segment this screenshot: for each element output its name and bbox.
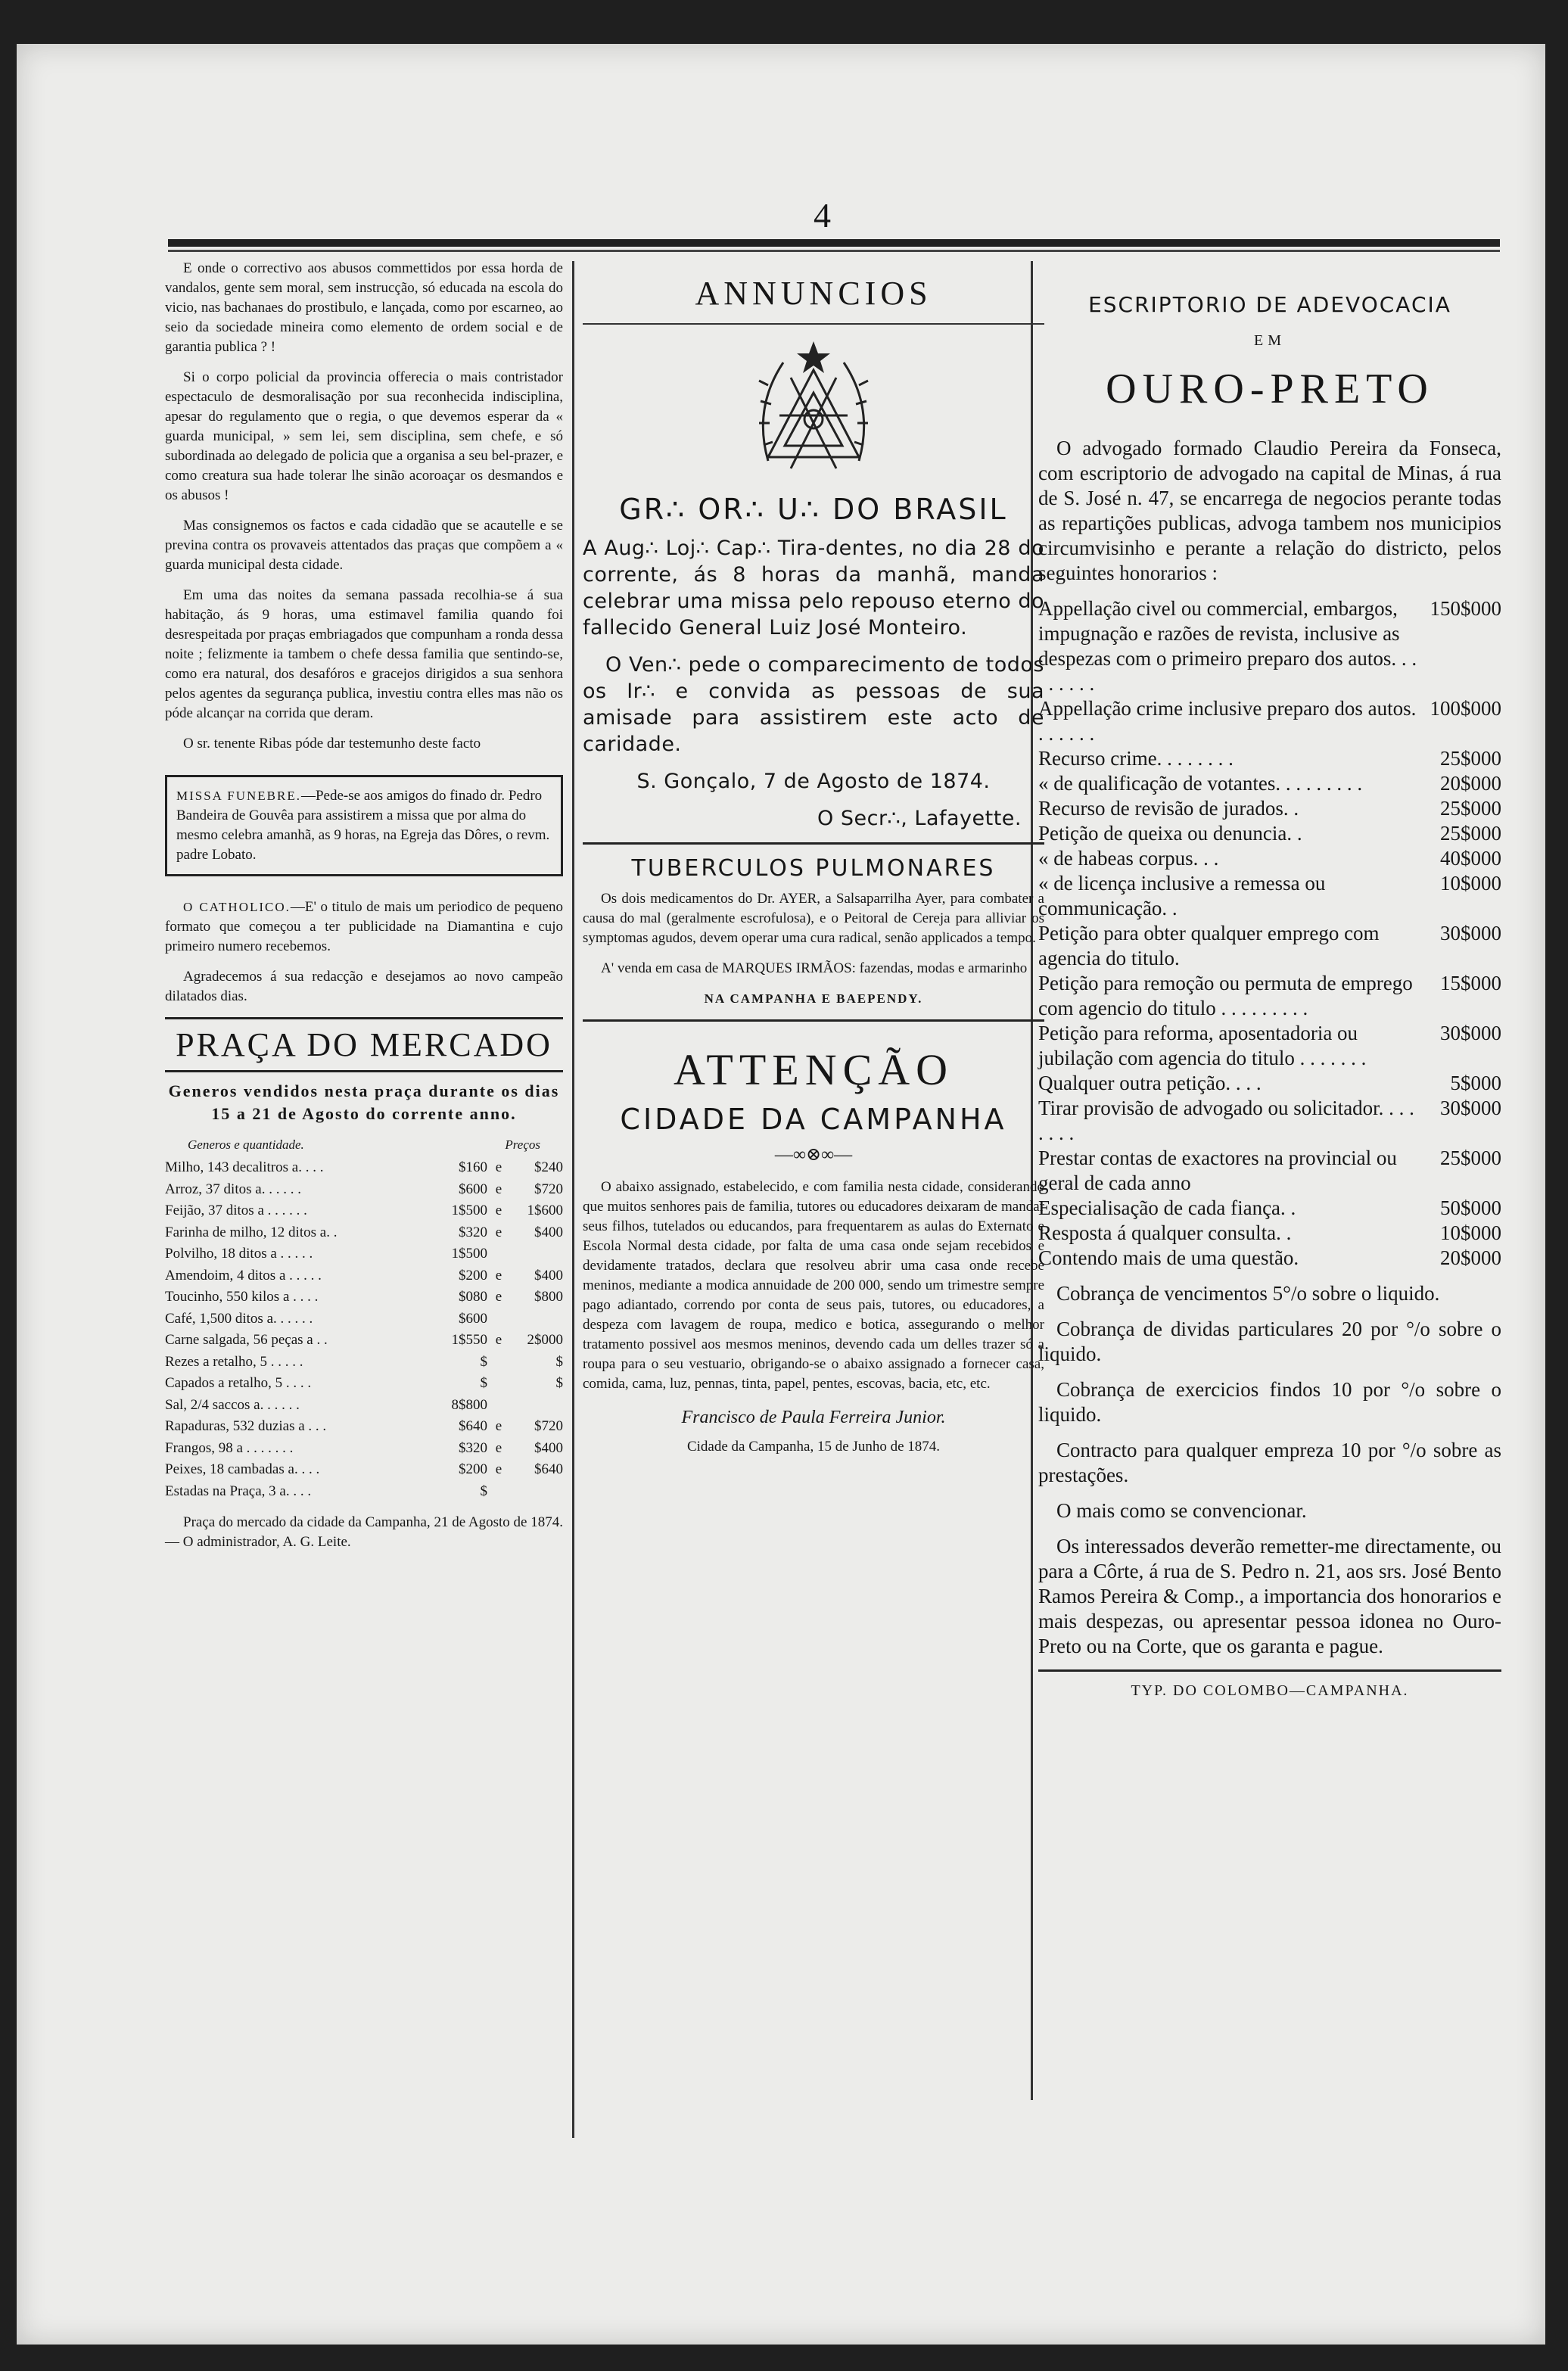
missa-funebre-notice [165,775,563,876]
goods-p1: 1$550 [451,1332,487,1348]
fee-value: 10$000 [1440,872,1501,895]
goods-e: e [495,1159,502,1175]
goods-row [165,1395,563,1417]
goods-p1: 1$500 [451,1246,487,1262]
right-column [1038,259,1501,1700]
goods-p1: $ [480,1483,487,1499]
attencao-signature: Francisco de Paula Ferreira Junior. [681,1408,946,1427]
fee-row [1038,1071,1501,1096]
goods-row [165,1222,563,1244]
goods-p2: $640 [534,1461,563,1477]
goods-row [165,1243,563,1265]
goods-p1: $640 [459,1418,487,1434]
goods-row [165,1459,563,1481]
fee-label: Prestar contas de exactores na provincial ou geral de cada anno [1038,1147,1397,1194]
tuberculos-paragraph: Os dois medicamentos do Dr. AYER, a Salsaparrilha Ayer, para combater a causa do mal (geralmente escrofulosa), e o Peitoral de Cereja para alliviar os symptomas agudos, devem operar uma cura radical, senão applicados a tempo. [583,891,1044,946]
goods-p2: $ [555,1375,563,1391]
goods-name: Toucinho, 550 kilos a . . . . [165,1289,319,1305]
goods-p2: $800 [534,1289,563,1305]
catholico-notice [165,898,563,957]
fee-row [1038,1021,1501,1071]
fee-label: Appellação crime inclusive preparo dos autos. . . . . . . [1038,697,1417,745]
grande-oriente-signature: O Secr∴, Lafayette. [817,807,1022,830]
goods-e: e [495,1289,502,1305]
article-paragraph: E onde o correctivo aos abusos commettidos por essa horda de vandalos, gente sem moral, sem instrucção, só educada na escola do vicio, nas bachanaes do prostibulo, e lançada, como por escarneo, ao seio da sociedade mineira como elemento de ordem social e de garantia publica ? ! [165,260,563,355]
goods-name: Arroz, 37 ditos a. . . . . . [165,1181,301,1197]
goods-row [165,1157,563,1179]
goods-name: Capados a retalho, 5 . . . . [165,1375,312,1391]
fee-label: Petição de queixa ou denuncia. . [1038,822,1302,845]
goods-e: e [495,1203,502,1218]
goods-p2: 1$600 [527,1203,563,1218]
goods-e [487,1308,510,1330]
goods-name: Rezes a retalho, 5 . . . . . [165,1353,303,1370]
fee-value: 150$000 [1430,597,1501,620]
fee-row [1038,1221,1501,1246]
header-rule [168,239,1500,247]
goods-e: e [495,1332,502,1348]
article-paragraph: Em uma das noites da semana passada recolhia-se á sua habitação, ás 9 horas, uma estimavel familia quando foi desrespeitada por praças embriagados que compunham a ronda dessa noite ; felizmente ia tambem o chefe dessa familia que sentindo-se, como era natural, dos desafóros e gracejos dirigidos a sua senhora pelos agentes da segurança publica, investiu contra elles mas não os póde alcançar na corrida que deram. [165,587,563,721]
fee-value: 25$000 [1440,797,1501,820]
fee-row [1038,1146,1501,1196]
o-mais-paragraph: O mais como se convencionar. [1056,1499,1307,1522]
goods-p1: 8$800 [451,1396,487,1413]
goods-e [487,1481,510,1503]
fee-label: « de habeas corpus. . . [1038,847,1219,870]
fee-value: 25$000 [1440,1147,1501,1169]
masonic-emblem-icon [738,332,889,484]
fee-label: Appellação civel ou commercial, embargos, impugnação e razões de revista, inclusive as despezas com o primeiro preparo dos autos. . . . . . . . . [1038,597,1417,695]
left-column [165,259,563,1563]
goods-e [487,1352,510,1374]
fee-value: 15$000 [1440,972,1501,994]
fee-label: « de qualificação de votantes. . . . . . . . . [1038,772,1363,795]
grande-oriente-title: GR∴ OR∴ U∴ DO BRASIL [619,493,1008,526]
fee-label: Contendo mais de uma questão. [1038,1246,1299,1269]
fee-label: Recurso crime. . . . . . . . [1038,747,1234,770]
catholico-heading: O CATHOLICO. [183,900,291,914]
agradecemos-paragraph: Agradecemos á sua redacção e desejamos ao novo campeão dilatados dias. [165,969,563,1004]
fee-row [1038,746,1501,771]
goods-p1: $ [480,1375,487,1391]
fee-value: 10$000 [1440,1221,1501,1244]
fee-value: 25$000 [1440,747,1501,770]
goods-table-header [165,1137,563,1153]
catholico-body: —E' o titulo de mais um periodico de pequeno formato que começou a ter publicidade na Diamantina e cujo primeiro numero recebemos. [165,899,564,954]
fee-row [1038,921,1501,971]
fee-row [1038,1246,1501,1271]
goods-name: Farinha de milho, 12 ditos a. . [165,1224,338,1240]
middle-column [583,259,1044,1455]
goods-col-precos: Preços [505,1137,540,1152]
fee-label: Petição para obter qualquer emprego com agencia do titulo. [1038,922,1380,969]
fee-row [1038,1196,1501,1221]
cobranca-paragraph: Cobrança de vencimentos 5°/o sobre o liquido. [1056,1282,1440,1305]
praca-mercado-title: PRAÇA DO MERCADO [165,1017,563,1072]
goods-p2: $ [555,1353,563,1370]
goods-e: e [495,1439,502,1456]
missa-body: —Pede-se aos amigos do finado dr. Pedro Bandeira de Gouvêa para assistirem a missa que por alma do mesmo celebra amanhã, as 9 horas, na Egreja das Dôres, o revm. padre Lobato. [176,788,550,863]
goods-row [165,1308,563,1330]
cidade-campanha-title: CIDADE DA CAMPANHA [620,1103,1007,1136]
article-paragraph: Si o corpo policial da provincia offerecia o mais contristador espectaculo de desmoralisação por sua reconhecida indisciplina, apesar do regulamento que o regia, o que devemos esperar da « guarda municipal, » sem lei, sem disciplina, sem chefe, e só subordinada ao delegado de policia que a organisa a seu bel-prazer, e como creatura sua hade tolerar lhe sinão acoroaçar os desmandos e os abusos ! [165,369,563,503]
divider [1038,1669,1501,1672]
praca-mercado-subtitle: Generos vendidos nesta praça durante os dias 15 a 21 de Agosto do corrente anno. [168,1081,560,1123]
fee-row [1038,696,1501,746]
article-paragraph: Mas consignemos os factos e cada cidadão que se acautelle e se previna contra os provaveis attentados das praças que compõem a « guarda municipal desta cidade. [165,518,563,573]
article-paragraph: O sr. tenente Ribas póde dar testemunho deste facto [183,736,481,751]
flourish-ornament: —∞⊗∞— [774,1145,853,1165]
escriptorio-intro: O advogado formado Claudio Pereira da Fonseca, com escriptorio de advogado na capital de Minas, á rua de S. José n. 47, se encarrega de negocios perante todas as repartições publicas, advoga tambem nos municipios circumvisinho e perante a relação do districto, pelos seguintes honorarios : [1038,437,1501,584]
praca-footer: Praça do mercado da cidade da Campanha, 21 de Agosto de 1874. — O administrador, A. G. Leite. [165,1514,563,1550]
fee-row [1038,821,1501,846]
goods-name: Carne salgada, 56 peças a . . [165,1332,328,1348]
escriptorio-title: ESCRIPTORIO DE ADEVOCACIA [1088,292,1451,317]
goods-col-generos: Generos e quantidade. [188,1137,304,1152]
goods-name: Sal, 2/4 saccos a. . . . . . [165,1396,300,1413]
goods-e [487,1395,510,1417]
goods-name: Frangos, 98 a . . . . . . . [165,1439,294,1456]
annuncios-title: ANNUNCIOS [695,275,932,312]
goods-p2: $720 [534,1181,563,1197]
attencao-title: ATTENÇÃO [673,1045,954,1094]
goods-p2 [510,1308,563,1330]
fee-label: Qualquer outra petição. . . . [1038,1072,1262,1094]
goods-p2 [510,1395,563,1417]
fee-value: 30$000 [1440,1097,1501,1119]
typography-imprint: TYP. DO COLOMBO—CAMPANHA. [1131,1682,1409,1699]
fee-row [1038,796,1501,821]
divider [583,842,1044,845]
goods-e: e [495,1181,502,1197]
tuberculos-title: TUBERCULOS PULMONARES [631,855,996,882]
divider [583,323,1044,325]
escriptorio-em: EM [1254,332,1286,349]
tuberculos-location: NA CAMPANHA E BAEPENDY. [704,991,923,1006]
fee-row [1038,871,1501,921]
contracto-paragraph: Contracto para qualquer empreza 10 por °/o sobre as prestações. [1038,1439,1501,1486]
goods-p2: $400 [534,1267,563,1284]
fee-row [1038,971,1501,1021]
tuberculos-paragraph: A' venda em casa de MARQUES IRMÃOS: fazendas, modas e armarinho [601,960,1028,976]
cobranca-paragraph: Cobrança de exercicios findos 10 por °/o sobre o liquido. [1038,1378,1501,1426]
goods-e [487,1373,510,1395]
goods-row [165,1330,563,1352]
interessados-paragraph: Os interessados deverão remetter-me directamente, ou para a Côrte, á rua de S. Pedro n. 21, aos srs. José Bento Ramos Pereira & Comp., a importancia dos honorarios e mais despezas, ou apresentar pessoa idonea no Ouro-Preto ou na Corte, que os garanta e pague. [1038,1535,1501,1657]
goods-name: Peixes, 18 cambadas a. . . . [165,1461,320,1477]
goods-row [165,1416,563,1438]
goods-name: Estadas na Praça, 3 a. . . . [165,1483,312,1499]
goods-p1: $320 [459,1439,487,1456]
goods-e: e [495,1461,502,1477]
divider [583,1019,1044,1022]
goods-row [165,1200,563,1222]
fee-value: 50$000 [1440,1196,1501,1219]
goods-row [165,1352,563,1374]
fee-value: 5$000 [1450,1072,1501,1094]
cobranca-paragraph: Cobrança de dividas particulares 20 por °/o sobre o liquido. [1038,1318,1501,1365]
goods-p2: $400 [534,1224,563,1240]
goods-p2: 2$000 [527,1332,563,1348]
fee-value: 25$000 [1440,822,1501,845]
goods-e: e [495,1267,502,1284]
goods-p1: $200 [459,1267,487,1284]
fee-label: Tirar provisão de advogado ou solicitador. . . . . . . . [1038,1097,1414,1144]
fee-label: « de licença inclusive a remessa ou communicação. . [1038,872,1326,919]
fee-value: 40$000 [1440,847,1501,870]
goods-p2 [510,1243,563,1265]
goods-e [487,1243,510,1265]
goods-table [165,1157,563,1502]
ouro-preto-title: OURO-PRETO [1106,366,1434,412]
fee-list [1038,596,1501,1271]
fee-label: Petição para reforma, aposentadoria ou jubilação com agencia do titulo . . . . . . . [1038,1022,1367,1069]
fee-label: Especialisação de cada fiança. . [1038,1196,1296,1219]
goods-row [165,1287,563,1308]
goods-p2: $400 [534,1439,563,1456]
attencao-body: O abaixo assignado, estabelecido, e com familia nesta cidade, considerando que muitos senhores pais de familia, tutores ou educadores deixaram de mandar seus filhos, tutelados ou educandos, para frequentarem as aulas do Externato e Escola Normal desta cidade, por falta de uma casa onde sejam recebidos e devidamente tratados, declara que resolveu abrir uma casa onde recebe meninos, mediante a modica annuidade de 200 000, sendo um trimestre sempre pago adiantado, correndo por conta de seus pais, tutores, ou educadores, a despeza com lavagem de roupa, medico e botica, assegurando o melhor tratamento possivel aos mesmos meninos, devendo cada um delles trazer só a roupa para o seu vestuario, obrigando-se o abaixo assignado a fornecer casa, comida, cama, luz, pennas, tinta, papel, pentes, escovas, bacia, etc, etc. [583,1179,1044,1392]
goods-name: Rapaduras, 532 duzias a . . . [165,1418,327,1434]
fee-label: Recurso de revisão de jurados. . [1038,797,1299,820]
goods-p2 [510,1481,563,1503]
goods-p1: $320 [459,1224,487,1240]
goods-row [165,1481,563,1503]
goods-e: e [495,1224,502,1240]
attencao-date: Cidade da Campanha, 15 de Junho de 1874. [686,1439,940,1455]
goods-name: Milho, 143 decalitros a. . . . [165,1159,324,1175]
goods-row [165,1179,563,1201]
goods-p1: $200 [459,1461,487,1477]
fee-row [1038,771,1501,796]
missa-heading: MISSA FUNEBRE. [176,789,301,803]
fee-row [1038,596,1501,696]
goods-p2: $720 [534,1418,563,1434]
fee-value: 100$000 [1430,697,1501,720]
grande-oriente-paragraph: O Ven∴ pede o comparecimento de todos os Ir∴ e convida as pessoas de sua amisade para assistirem este acto de caridade. [583,653,1044,756]
page-number: 4 [814,196,831,235]
goods-row [165,1438,563,1460]
fee-value: 30$000 [1440,1022,1501,1044]
goods-p1: $080 [459,1289,487,1305]
goods-p1: $ [480,1353,487,1370]
goods-row [165,1265,563,1287]
fee-row [1038,846,1501,871]
goods-p2: $240 [534,1159,563,1175]
goods-p1: $600 [459,1181,487,1197]
column-divider-left [572,261,574,2138]
goods-row [165,1373,563,1395]
goods-e: e [495,1418,502,1434]
fee-row [1038,1096,1501,1146]
fee-label: Petição para remoção ou permuta de emprego com agencio do titulo . . . . . . . . . [1038,972,1413,1019]
goods-name: Feijão, 37 ditos a . . . . . . [165,1203,307,1218]
fee-value: 20$000 [1440,1246,1501,1269]
header-rule-thin [168,250,1500,252]
fee-value: 20$000 [1440,772,1501,795]
goods-p1: 1$500 [451,1203,487,1218]
fee-label: Resposta á qualquer consulta. . [1038,1221,1292,1244]
goods-p1: $160 [459,1159,487,1175]
grande-oriente-paragraph: A Aug∴ Loj∴ Cap∴ Tira-dentes, no dia 28 do corrente, ás 8 horas da manhã, manda celebrar uma missa pelo repouso eterno do fallecido General Luiz José Monteiro. [583,537,1044,639]
goods-name: Café, 1,500 ditos a. . . . . . [165,1310,313,1327]
goods-p1: $600 [459,1310,487,1327]
grande-oriente-date: S. Gonçalo, 7 de Agosto de 1874. [636,770,991,793]
fee-value: 30$000 [1440,922,1501,944]
goods-name: Polvilho, 18 ditos a . . . . . [165,1246,313,1262]
goods-name: Amendoim, 4 ditos a . . . . . [165,1267,322,1284]
